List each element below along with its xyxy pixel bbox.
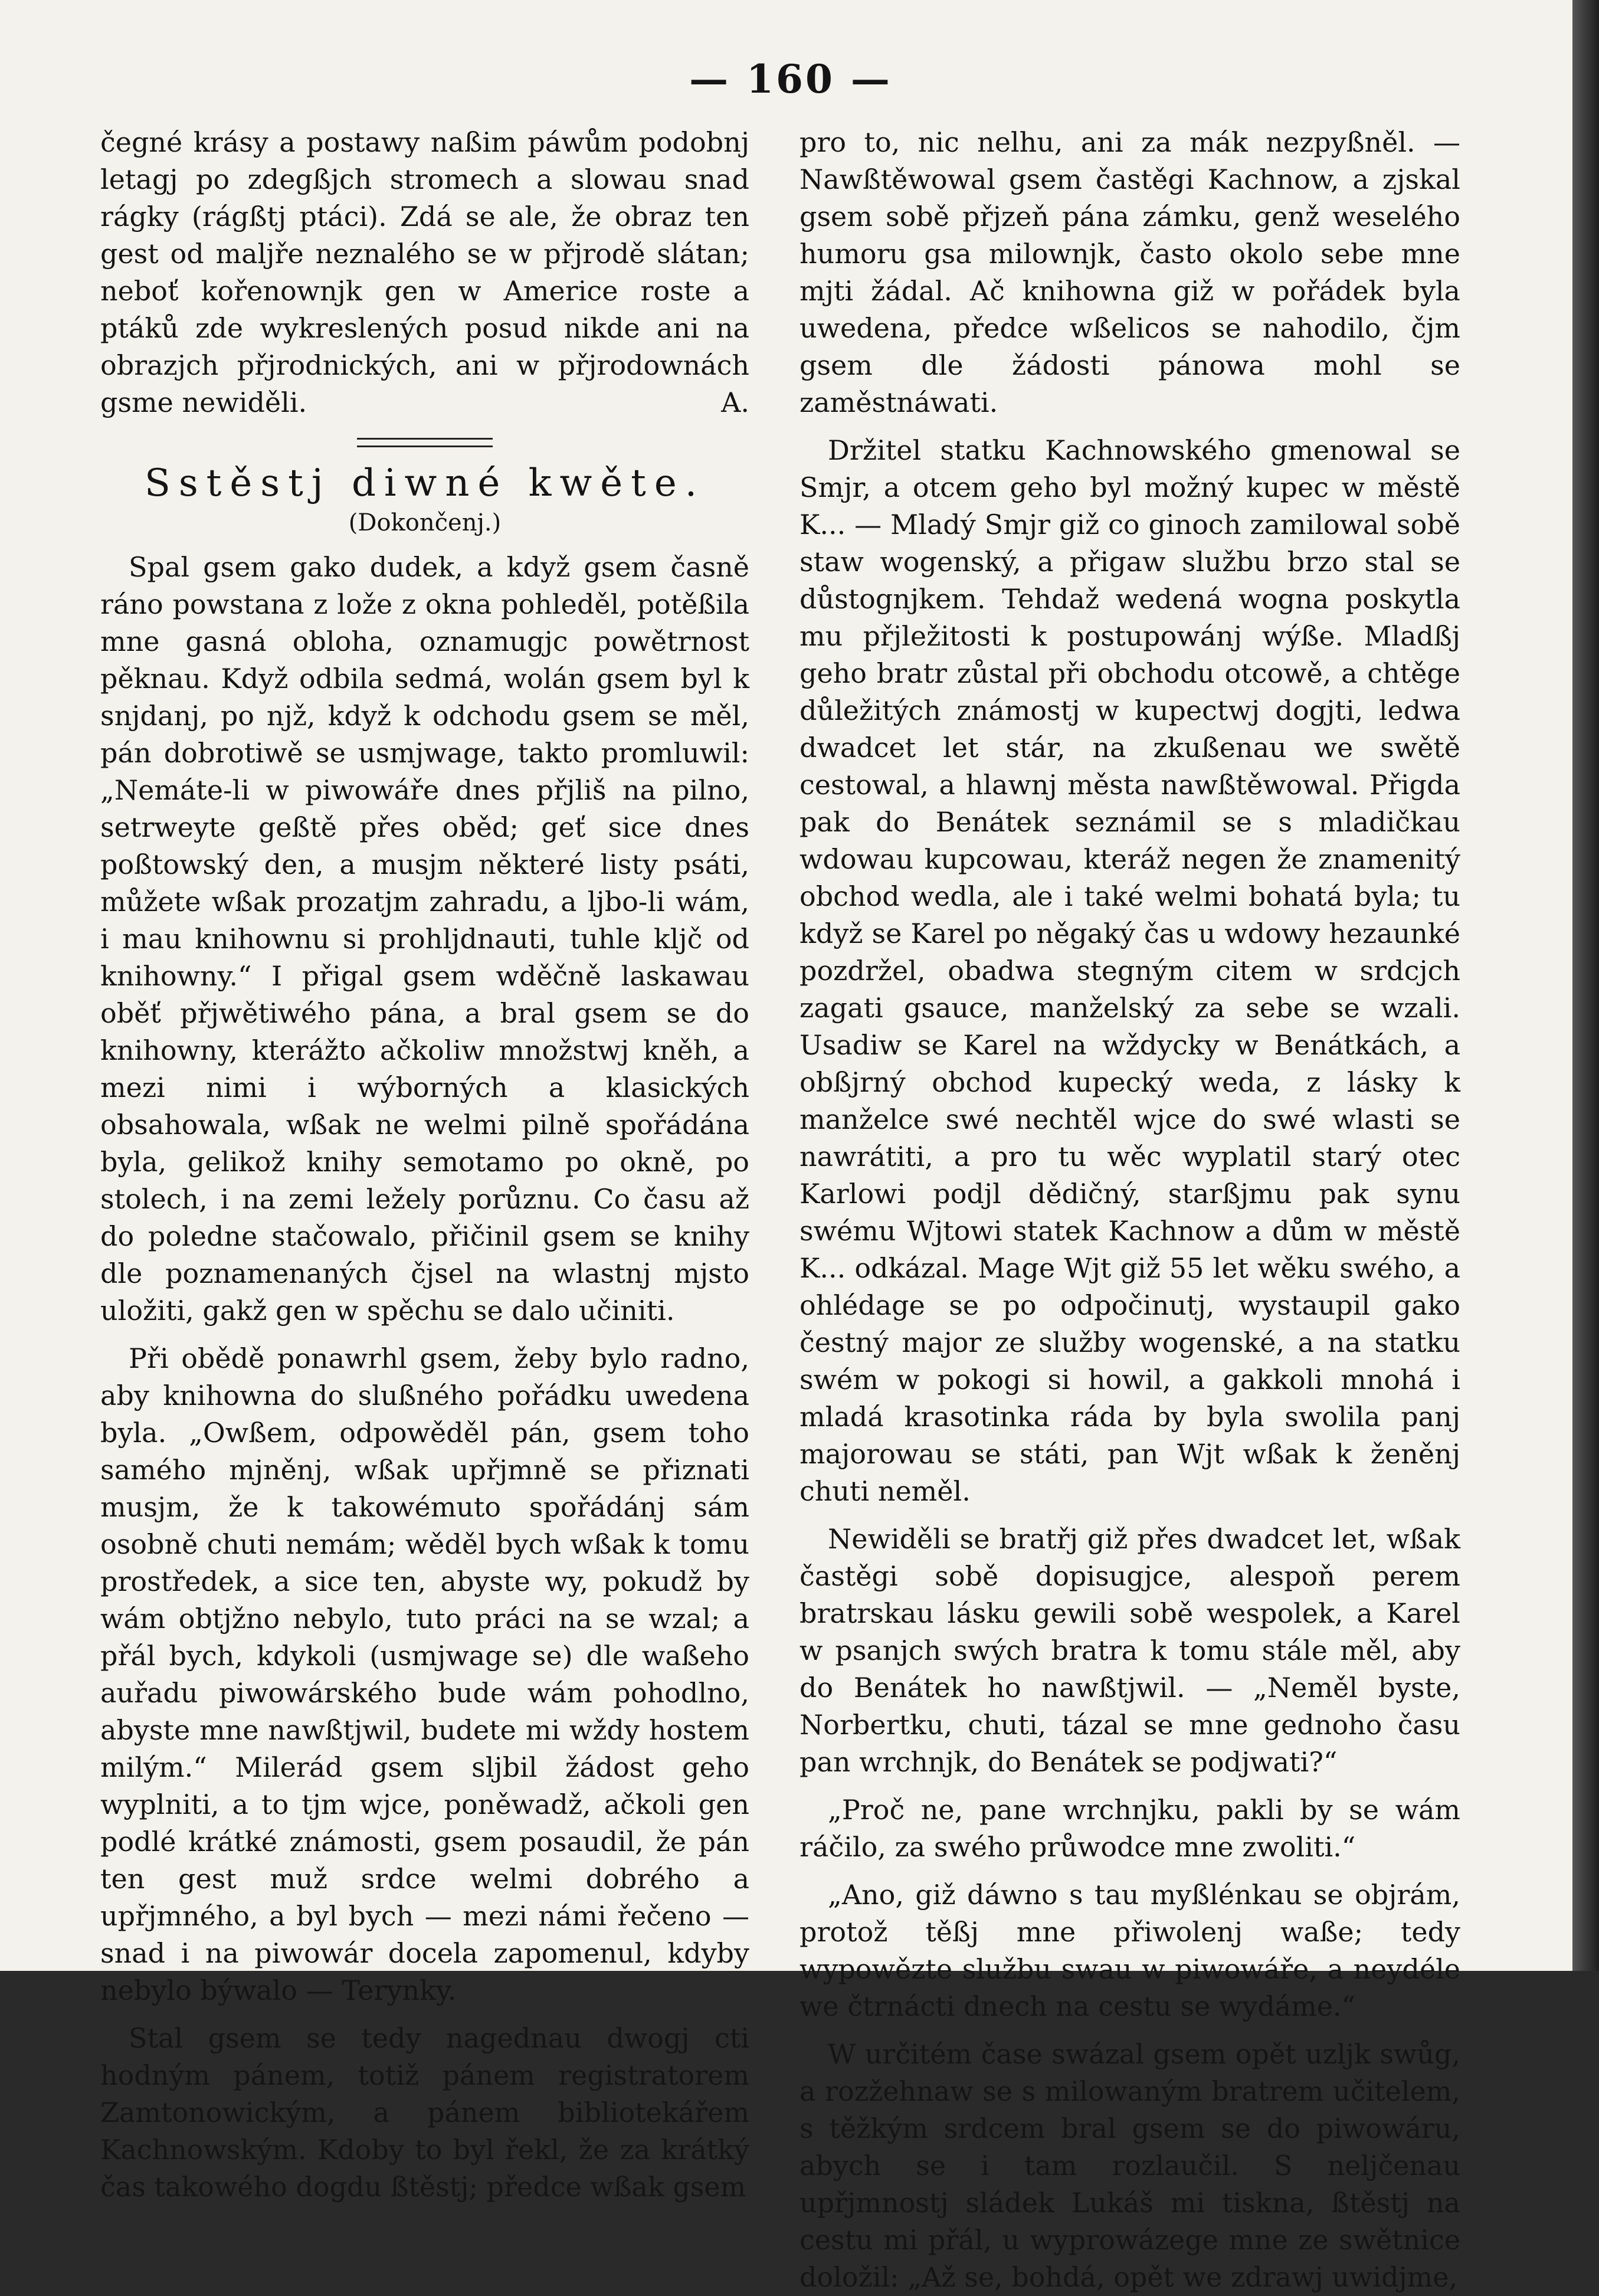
left-paragraph-2: Při obědě ponawrhl gsem, žeby bylo radno, aby knihowna do slußného pořádku uwedena byla. „Owßem, odpowěděl pán, gsem toho samého mjněnj, wßak upřјmně se přiznati musjm, že k takowémuto spořádánj sám osobně chuti nemám; wěděl bych wßak k tomu prostředek, a sice ten, abyste wy, pokudž by wám obtjžno nebylo, tuto práci na se wzal; a přál bych, kdykoli (usmjwage se) dle waßeho auřadu piwowárského bude wám pohodlno, abyste mne nawßtjwil, budete mi wždy hostem milým.“ Milerád gsem sljbil žádost geho wyplniti, a to tjm wjce, poněwadž, ačkoli gen podlé krátké známosti, gsem posaudil, že pán ten gest muž srdce welmi dobrého a upřјmného, a byl bych — mezi námi řečeno — snad i na piwowár docela zapomenul, kdyby nebylo býwalo — Terynky. <box>100 1342 749 2006</box>
page-edge-shadow <box>1572 0 1599 1971</box>
right-paragraph-4: „Proč ne, pane wrchnjku, pakli by se wám ráčilo, za swého průwodce mne zwoliti.“ <box>800 1794 1460 1863</box>
right-paragraph-5: „Ano, giž dáwno s tau myßlénkau se objrám, protož těßj mne přiwolenj waße; tedy wypowězte službu swau w piwowáře, a neydéle we čtrnácti dnech na cestu se wydáme.“ <box>800 1879 1460 2022</box>
right-paragraph-3: Newiděli se bratřj giž přes dwadcet let, wßak častěgi sobě dopisugjce, alespoň perem bratrskau lásku gewili sobě wespolek, a Karel w psanjch swých bratra k tomu stále měl, aby do Benátek ho nawßtjwil. — „Neměl byste, Norbertku, chuti, tázal se mne gednoho času pan wrchnjk, do Benátek se podjwati?“ <box>800 1523 1460 1778</box>
intro-paragraph: čegné krásy a postawy naßim páwům podobnj letagj po zdegßjch stromech a slowau snad rágky (rágßtj ptáci). Zdá se ale, že obraz ten gest od malјře neznalého se w přјrodě slátan; neboť kořenownjk gen w Americe roste a ptáků zde wykreslených posud nikde ani na obrazjch přјrodnických, ani w přјrodownách gsme newiděli. <box>100 126 749 418</box>
left-paragraph-3: Stal gsem se tedy nagednau dwogj cti hodným pánem, totiž pánem registratorem Zamtonowickým, a pánem bibliotekářem Kachnowským. Kdoby to byl řekl, že za krátký čas takowého dogdu ßtěstj; předce wßak gsem <box>100 2022 749 2203</box>
left-paragraph-1: Spal gsem gako dudek, a když gsem časně ráno powstana z lože z okna pohleděl, potěßila mne gasná obloha, oznamugjc powětrnost pěknau. Když odbila sedmá, wolán gsem byl k snjdanj, po njž, když k odchodu gsem se měl, pán dobrotiwě se usmjwage, takto promluwil: „Nemáte-li w piwowáře dnes přјliš na pilno, setrweyte geßtě přes oběd; geť sice dnes poßtowský den, a musjm některé listy psáti, můžete wßak prozatjm zahradu, a ljbo-li wám, i mau knihownu si prohljdnauti, tuhle klјč od knihowny.“ I přigal gsem wděčně laskawau oběť přјwětiwého pána, a bral gsem se do knihowny, kterážto ačkoliw množstwj kněh, a mezi nimi i wýborných a klasických obsahowala, wßak ne welmi pilně spořádána byla, gelikož knihy semotamo po okně, po stolech, i na zemi ležely porůznu. Co času až do poledne stačowalo, přičinil gsem se knihy dle poznamenaných čjsel na wlastnj mjsto uložiti, gakž gen w spěchu se dalo učiniti. <box>100 551 749 1326</box>
right-paragraph-2: Držitel statku Kachnowského gmenowal se Smjr, a otcem geho byl možný kupec w městě K... — Mladý Smjr giž co ginoch zamilowal sobě staw wogenský, a přigaw službu brzo stal se důstognjkem. Tehdaž wedená wogna poskytla mu přјležitosti k postupowánj wýße. Mladßj geho bratr zůstal při obchodu otcowě, a chtěge důležitých známostj w kupectwj dogjti, ledwa dwadcet let stár, na zkußenau we swětě cestowal, a hlawnj města nawßtěwowal. Přigda pak do Benátek seznámil se s mladičkau wdowau kupcowau, kteráž negen že znamenitý obchod wedla, ale i také welmi bohatá byla; tu když se Karel po něgaký čas u wdowy hezaunké pozdržel, obadwa stegným citem w srdcjch zagati gsauce, manželský za sebe se wzali. Usadiw se Karel na wždycky w Benátkách, a obßjrný obchod kupecký weda, z lásky k manželce swé nechtěl wjce do swé wlasti se nawrátiti, a pro tu wěc wyplatil starý otec Karlowi podjl dědičný, starßjmu pak synu swému Wjtowi statek Kachnow a dům w městě K... odkázal. Mage Wjt giž 55 let wěku swého, a ohlédage se po odpočinutj, wystaupil gako čestný major ze služby wogenské, a na statku swém w pokogi si howil, a gakkoli mnohá i mladá krasotinka ráda by byla swolila panj majorowau se státi, pan Wjt wßak k ženěnj chuti neměl. <box>800 434 1460 1507</box>
story-title: Sstěstj diwné kwěte. <box>144 461 706 505</box>
right-paragraph-6: W určitém čase swázal gsem opět uzljk swůg, a rozžehnaw se s milowaným bratrem učitelem, s těžkým srdcem bral gsem se do piwowáru, abych se i tam rozlaučil. S neljčenau upřјmnostj sládek Lukáš mi tiskna, ßtěstj na cestu mi přál, u wyprowázege mne ze swětnice doložil: „Až se, bohdá, opět we zdrawj uwidjme, <box>800 2038 1460 2293</box>
page-number: — 160 — <box>689 56 892 102</box>
right-paragraph-1: pro to, nic nelhu, ani za mák nezpyßněl. — Nawßtěwowal gsem častěgi Kachnow, a zjskal gsem sobě přјzeň pána zámku, genž weselého humoru gsa milownjk, často okolo sebe mne mjti žádal. Ač knihowna giž w pořádek byla uwedena, předce wßelicos se nahodilo, čjm gsem dle žádosti pánowa mohl se zaměstnáwati. <box>800 126 1460 418</box>
intro-paragraph-block <box>100 124 749 421</box>
right-column <box>800 124 1460 2296</box>
section-divider <box>357 438 493 447</box>
left-column <box>100 124 749 2206</box>
story-subtitle: (Dokončenj.) <box>348 509 502 536</box>
intro-signature: A. <box>721 387 749 418</box>
